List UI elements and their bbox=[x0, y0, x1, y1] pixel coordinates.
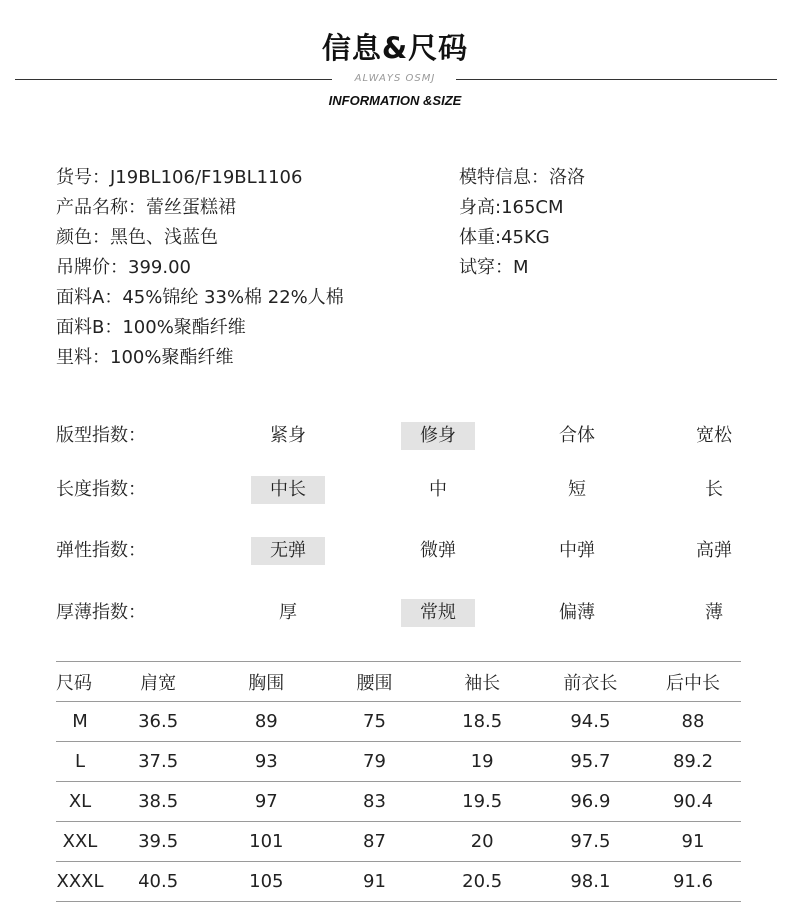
index-label: 厚薄指数： bbox=[56, 602, 146, 623]
table-row bbox=[56, 862, 741, 902]
lining-line: 里料：100%聚酯纤维 bbox=[56, 347, 234, 368]
table-header-cell: 袖长 bbox=[429, 662, 536, 702]
sku-line: 货号：J19BL106/F19BL1106 bbox=[56, 167, 303, 188]
table-header-cell: 前衣长 bbox=[536, 662, 645, 702]
model-info bbox=[459, 163, 585, 283]
index-option: 厚 bbox=[279, 602, 297, 623]
table-cell: 83 bbox=[320, 782, 428, 822]
index-option-selected: 修身 bbox=[401, 422, 475, 450]
index-option: 偏薄 bbox=[559, 602, 595, 623]
table-cell: 89.2 bbox=[645, 742, 741, 782]
index-label: 弹性指数： bbox=[56, 540, 146, 561]
fabric-b-line: 面料B：100%聚酯纤维 bbox=[56, 317, 246, 338]
model-size-line: 试穿：M bbox=[459, 257, 529, 278]
table-cell: 19.5 bbox=[429, 782, 536, 822]
index-option-selected: 常规 bbox=[401, 599, 475, 627]
table-cell: 19 bbox=[429, 742, 536, 782]
table-cell: 94.5 bbox=[536, 702, 645, 742]
table-header-cell: 后中长 bbox=[645, 662, 741, 702]
table-header-cell: 腰围 bbox=[320, 662, 428, 702]
table-header-cell: 胸围 bbox=[212, 662, 320, 702]
index-row bbox=[0, 536, 790, 566]
table-row bbox=[56, 782, 741, 822]
table-cell: 93 bbox=[212, 742, 320, 782]
index-row bbox=[0, 598, 790, 628]
table-cell: 105 bbox=[212, 862, 320, 902]
index-label: 版型指数： bbox=[56, 425, 146, 446]
product-info bbox=[56, 163, 344, 373]
table-cell: 90.4 bbox=[645, 782, 741, 822]
table-cell: 40.5 bbox=[104, 862, 212, 902]
index-option: 薄 bbox=[705, 602, 723, 623]
index-option: 宽松 bbox=[696, 425, 732, 446]
index-row bbox=[0, 475, 790, 505]
index-option: 短 bbox=[568, 479, 586, 500]
table-cell: 95.7 bbox=[536, 742, 645, 782]
index-option: 紧身 bbox=[270, 425, 306, 446]
table-cell: M bbox=[56, 702, 104, 742]
table-cell: 79 bbox=[320, 742, 428, 782]
table-cell: 101 bbox=[212, 822, 320, 862]
table-row bbox=[56, 822, 741, 862]
table-cell: 88 bbox=[645, 702, 741, 742]
table-cell: 87 bbox=[320, 822, 428, 862]
table-cell: 97 bbox=[212, 782, 320, 822]
index-label: 长度指数： bbox=[56, 479, 146, 500]
table-cell: 91.6 bbox=[645, 862, 741, 902]
table-row bbox=[56, 702, 741, 742]
table-cell: 96.9 bbox=[536, 782, 645, 822]
color-line: 颜色：黑色、浅蓝色 bbox=[56, 227, 218, 248]
table-header-row bbox=[56, 662, 741, 702]
model-height-line: 身高:165CM bbox=[459, 197, 564, 218]
table-cell: 98.1 bbox=[536, 862, 645, 902]
model-weight-line: 体重:45KG bbox=[459, 227, 550, 248]
table-cell: XXL bbox=[56, 822, 104, 862]
product-name-line: 产品名称：蕾丝蛋糕裙 bbox=[56, 197, 236, 218]
index-option: 合体 bbox=[559, 425, 595, 446]
table-cell: 20.5 bbox=[429, 862, 536, 902]
table-cell: XXXL bbox=[56, 862, 104, 902]
index-option: 中 bbox=[429, 479, 447, 500]
table-cell: XL bbox=[56, 782, 104, 822]
table-cell: 91 bbox=[320, 862, 428, 902]
index-option-selected: 中长 bbox=[251, 476, 325, 504]
size-table bbox=[56, 661, 741, 902]
model-name-line: 模特信息：洛洛 bbox=[459, 167, 585, 188]
table-header-cell: 肩宽 bbox=[104, 662, 212, 702]
table-cell: 89 bbox=[212, 702, 320, 742]
index-option: 微弹 bbox=[420, 540, 456, 561]
section-subtitle: INFORMATION &SIZE bbox=[328, 93, 462, 108]
index-option: 长 bbox=[705, 479, 723, 500]
index-option-selected: 无弹 bbox=[251, 537, 325, 565]
table-cell: 39.5 bbox=[104, 822, 212, 862]
table-cell: 97.5 bbox=[536, 822, 645, 862]
table-cell: 91 bbox=[645, 822, 741, 862]
table-cell: L bbox=[56, 742, 104, 782]
index-option: 高弹 bbox=[696, 540, 732, 561]
table-cell: 75 bbox=[320, 702, 428, 742]
page-title: 信息&尺码 bbox=[321, 31, 469, 65]
table-header-cell: 尺码 bbox=[56, 662, 104, 702]
brand-subtitle: ALWAYS OSMJ bbox=[354, 73, 436, 84]
table-row bbox=[56, 742, 741, 782]
index-option: 中弹 bbox=[559, 540, 595, 561]
fabric-a-line: 面料A：45%锦纶 33%棉 22%人棉 bbox=[56, 287, 344, 308]
price-line: 吊牌价：399.00 bbox=[56, 257, 191, 278]
table-cell: 36.5 bbox=[104, 702, 212, 742]
table-cell: 37.5 bbox=[104, 742, 212, 782]
table-cell: 20 bbox=[429, 822, 536, 862]
table-cell: 38.5 bbox=[104, 782, 212, 822]
index-row bbox=[0, 421, 790, 451]
table-cell: 18.5 bbox=[429, 702, 536, 742]
